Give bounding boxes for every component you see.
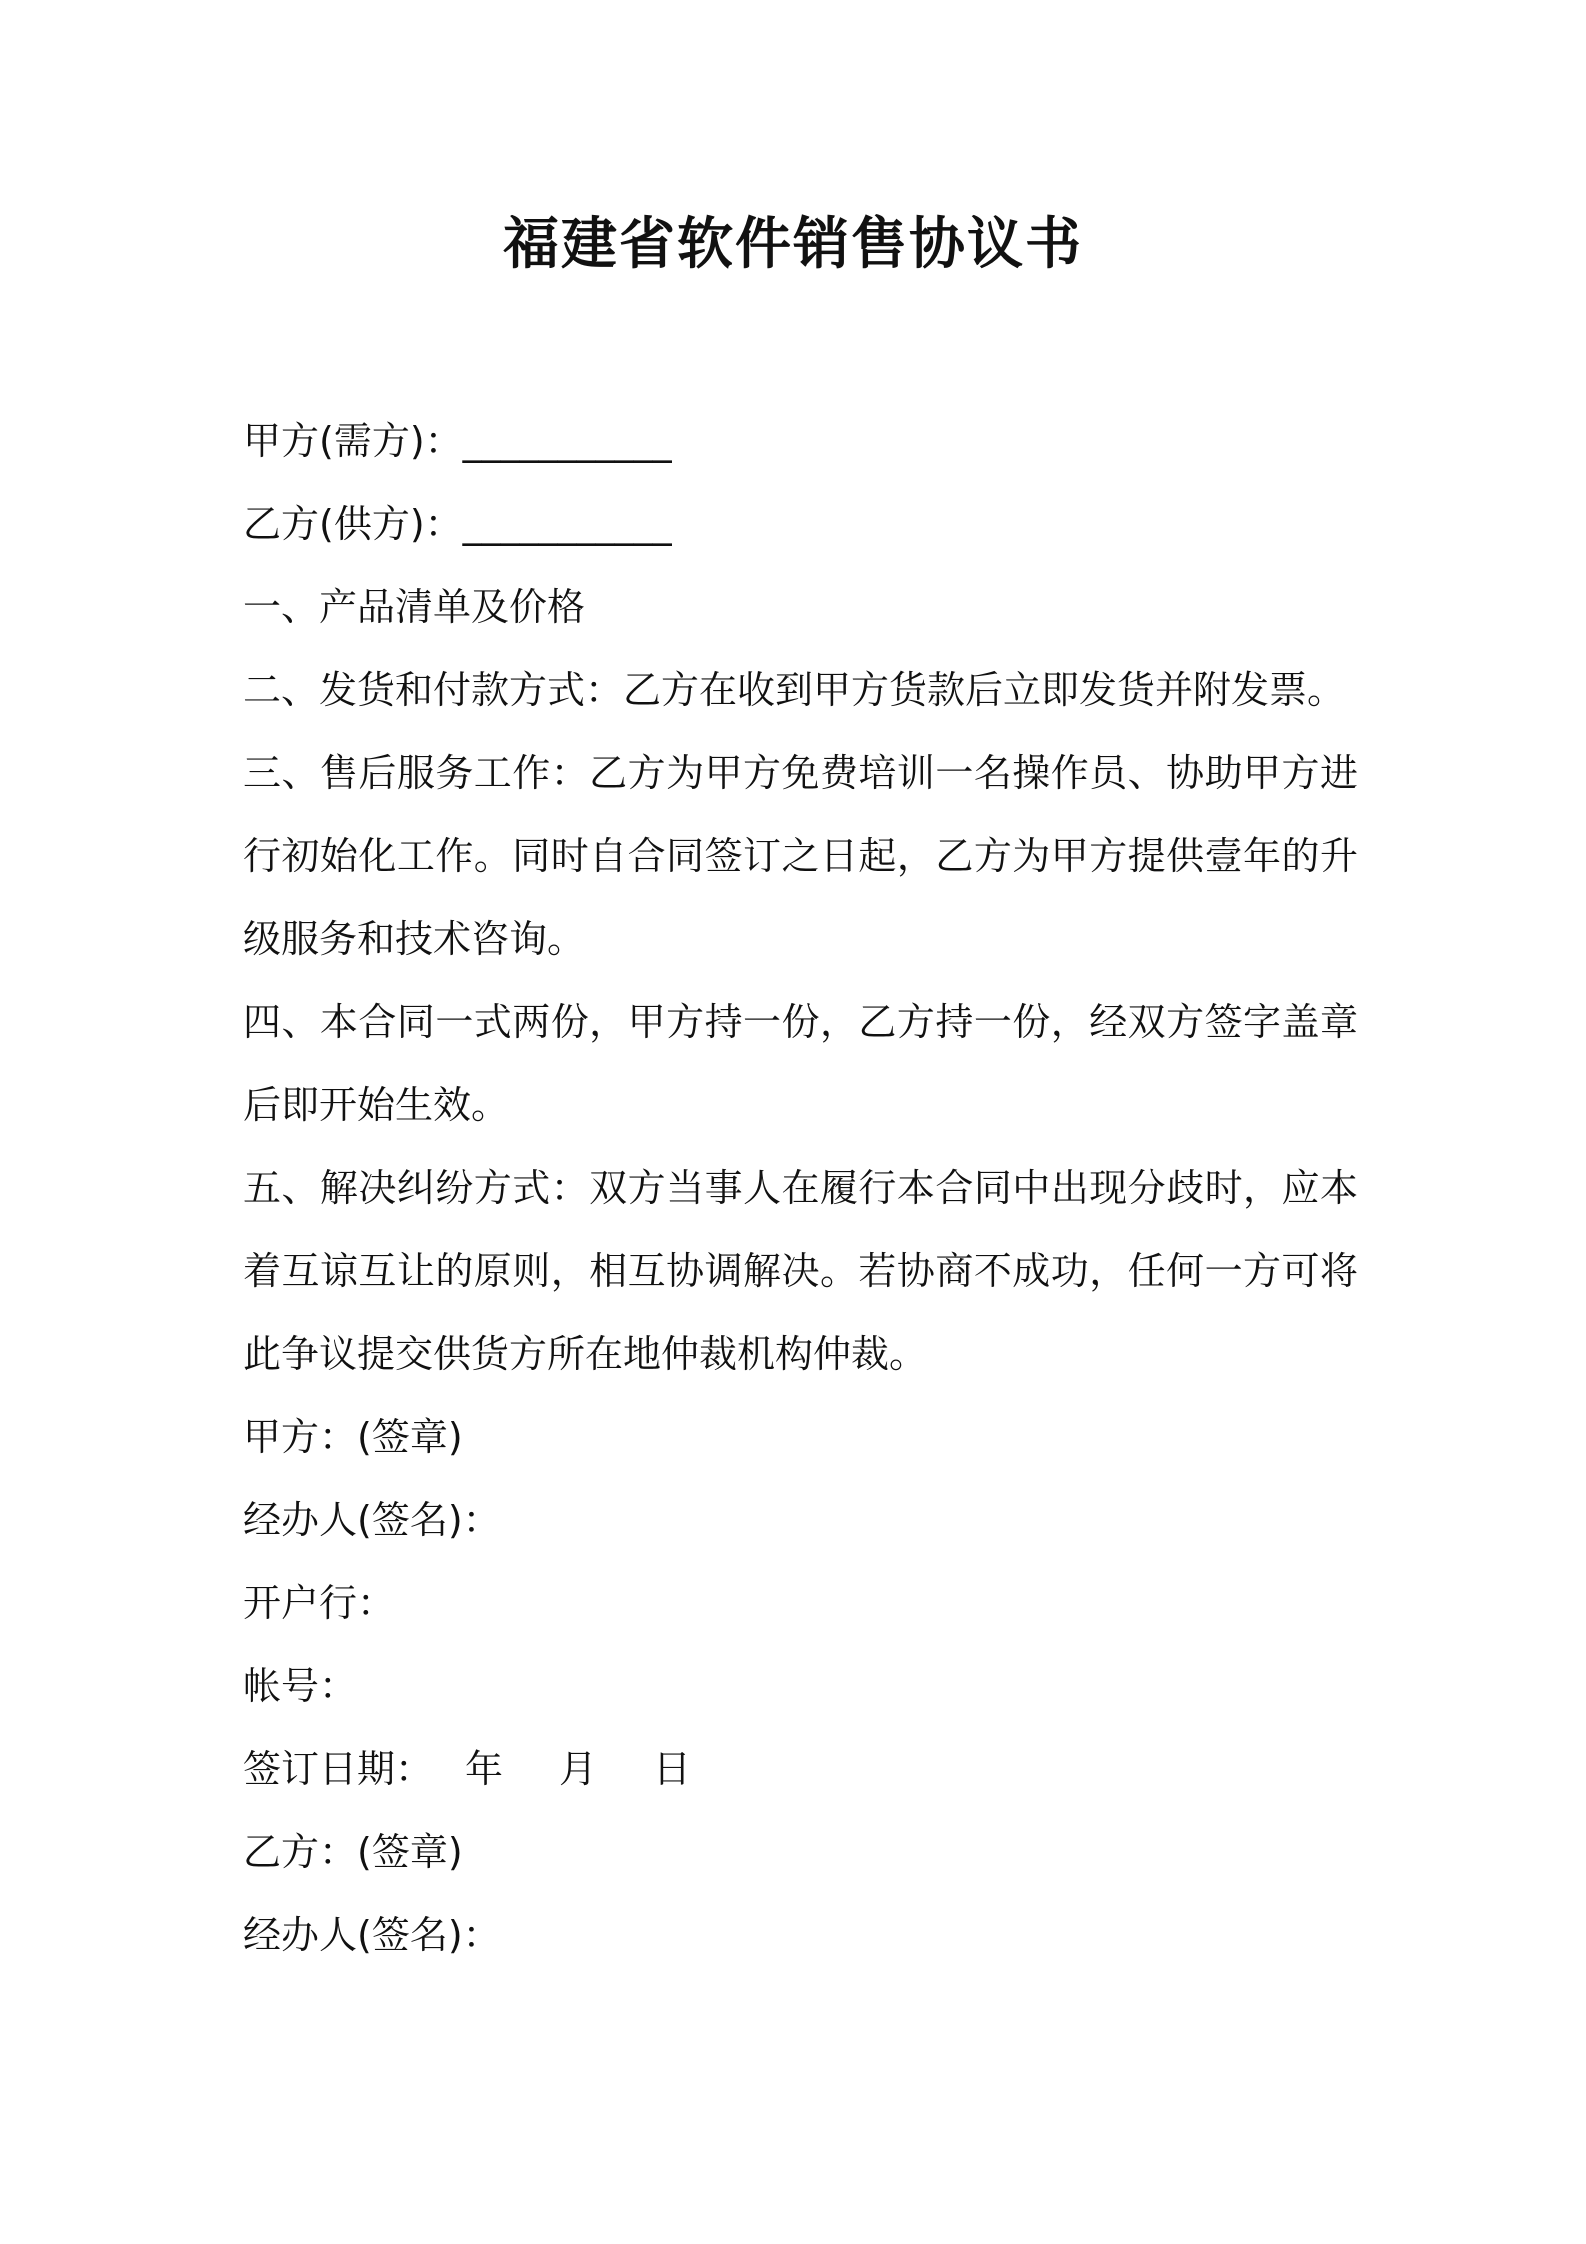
date-day: 日 bbox=[653, 1747, 692, 1791]
party-a-agent: 经办人(签名)： bbox=[243, 1498, 501, 1542]
document-title: 福建省软件销售协议书 bbox=[503, 212, 1083, 277]
date-year: 年 bbox=[465, 1747, 504, 1791]
party-a-label: 甲方(需方)： bbox=[243, 419, 463, 463]
party-b-label: 乙方(供方)： bbox=[243, 502, 463, 546]
section-dispute: 五、解决纠纷方式：双方当事人在履行本合同中出现分歧时，应本着互谅互让的原则，相互协调解决。若协商不成功，任何一方可将此争议提交供货方所在地仲裁机构仲裁。 bbox=[243, 1166, 1358, 1376]
bank-label: 开户行： bbox=[243, 1581, 396, 1625]
party-b-agent: 经办人(签名)： bbox=[243, 1913, 501, 1957]
section-product-list: 一、产品清单及价格 bbox=[243, 585, 586, 629]
sign-date-label: 签订日期： bbox=[243, 1747, 434, 1791]
party-a-signature: 甲方：(签章) bbox=[243, 1415, 463, 1459]
date-month: 月 bbox=[559, 1747, 598, 1791]
document-body bbox=[243, 400, 1358, 1977]
section-copies: 四、本合同一式两份，甲方持一份，乙方持一份，经双方签字盖章后即开始生效。 bbox=[243, 1000, 1358, 1127]
section-delivery-payment: 二、发货和付款方式：乙方在收到甲方货款后立即发货并附发票。 bbox=[243, 668, 1346, 712]
party-b-line bbox=[243, 483, 1358, 566]
party-a-line bbox=[243, 400, 1358, 483]
sign-date-line bbox=[243, 1728, 1358, 1811]
party-b-signature: 乙方：(签章) bbox=[243, 1830, 463, 1874]
party-a-blank: ___________ bbox=[462, 419, 672, 463]
section-after-sales: 三、售后服务工作：乙方为甲方免费培训一名操作员、协助甲方进行初始化工作。同时自合同签订之日起，乙方为甲方提供壹年的升级服务和技术咨询。 bbox=[243, 751, 1358, 961]
party-b-blank: ___________ bbox=[462, 502, 672, 546]
account-label: 帐号： bbox=[243, 1664, 358, 1708]
